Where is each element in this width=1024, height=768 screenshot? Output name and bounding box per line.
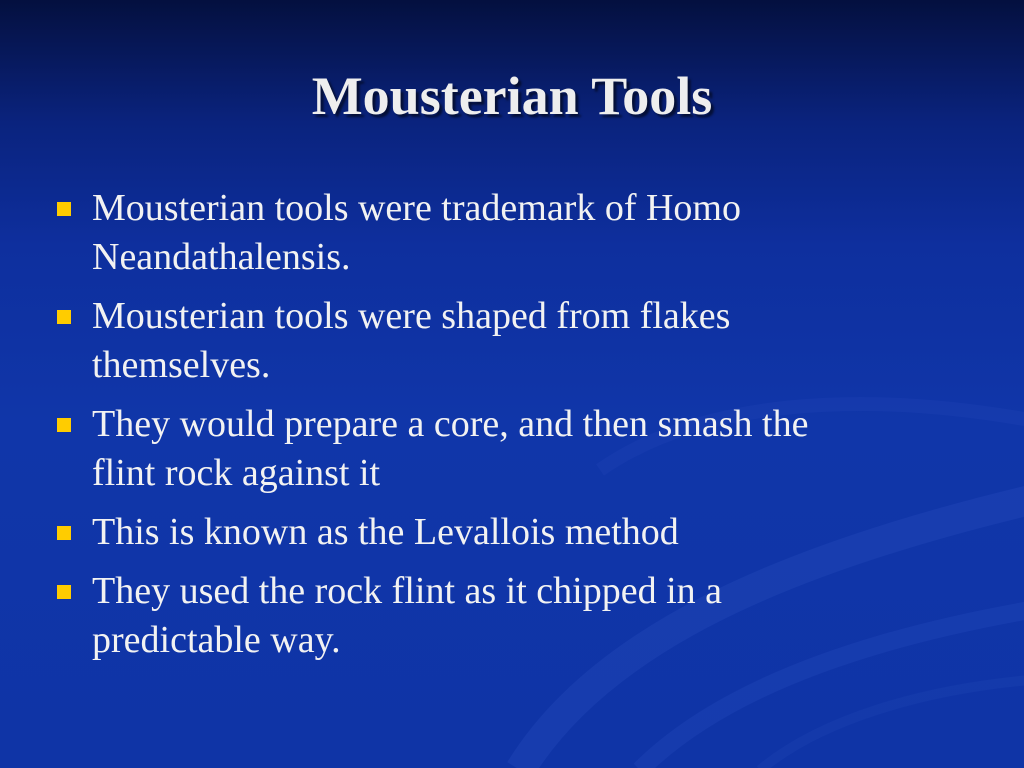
bullet-item [56, 292, 956, 390]
bullet-square-icon [57, 310, 71, 324]
bullet-square-icon [57, 418, 71, 432]
bullet-text-line: predictable way. [92, 619, 341, 661]
bullet-text-line: flint rock against it [92, 452, 381, 494]
bullet-text-line: They would prepare a core, and then smash the [92, 403, 809, 445]
bullet-item [56, 567, 956, 665]
bullet-text-line: Mousterian tools were shaped from flakes [92, 295, 731, 337]
bullet-list [56, 184, 956, 675]
bullet-text-line: This is known as the Levallois method [92, 511, 679, 553]
bullet-text-line: Mousterian tools were trademark of Homo [92, 187, 741, 229]
bullet-square-icon [57, 526, 71, 540]
bullet-item [56, 400, 956, 498]
bullet-square-icon [57, 585, 71, 599]
bullet-text-line: They used the rock flint as it chipped in a [92, 570, 722, 612]
bullet-text-line: themselves. [92, 344, 271, 386]
bullet-square-icon [57, 202, 71, 216]
bullet-item [56, 508, 956, 557]
bullet-item [56, 184, 956, 282]
bullet-text-line: Neandathalensis. [92, 236, 351, 278]
slide-title: Mousterian Tools [311, 66, 713, 126]
